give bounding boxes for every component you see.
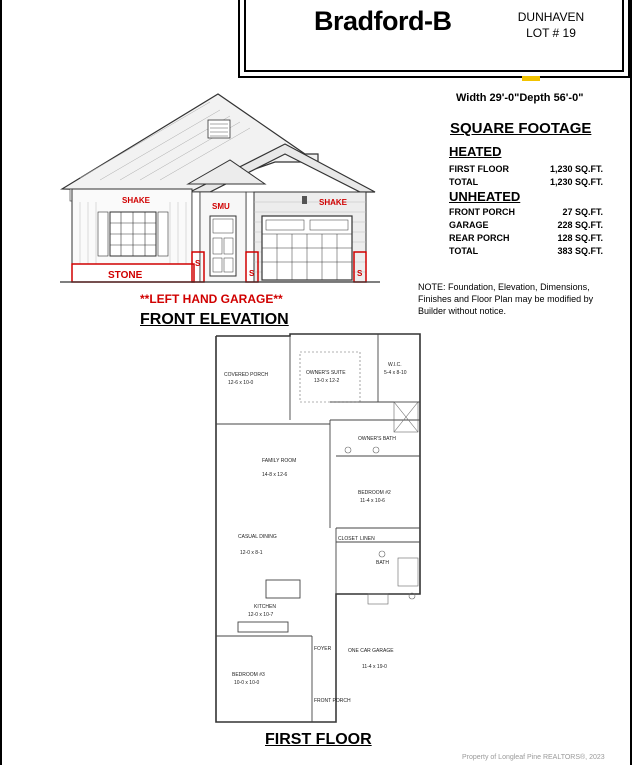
builder-note: NOTE: Foundation, Elevation, Dimensions, Finishes and Floor Plan may be modified by Builder without notice. bbox=[418, 282, 594, 316]
front-elevation-caption: FRONT ELEVATION bbox=[140, 311, 289, 328]
watermark: Property of Longleaf Pine REALTORS®, 2023 bbox=[462, 754, 605, 761]
title-block bbox=[238, 0, 630, 78]
room-owners-suite-dim: 13-0 x 12-2 bbox=[314, 378, 340, 384]
room-family-room: FAMILY ROOM bbox=[262, 458, 297, 464]
sqft-value: 1,230 SQ.FT. bbox=[549, 177, 603, 187]
room-covered-porch-dim: 12-6 x 10-0 bbox=[228, 380, 254, 386]
room-wic-dim: 5-4 x 8-10 bbox=[384, 370, 407, 376]
sqft-row bbox=[449, 246, 603, 256]
room-family-room-dim: 14-8 x 12-6 bbox=[262, 472, 288, 478]
plan-title: Bradford-B bbox=[314, 6, 452, 36]
room-covered-porch: COVERED PORCH bbox=[224, 372, 269, 378]
sqft-row bbox=[449, 220, 603, 230]
elevation-label-s: S bbox=[249, 269, 255, 278]
room-bedroom-2: BEDROOM #2 bbox=[358, 490, 391, 496]
room-owners-suite: OWNER'S SUITE bbox=[306, 370, 346, 376]
sqft-label: TOTAL bbox=[449, 177, 479, 187]
sqft-label: REAR PORCH bbox=[449, 233, 510, 243]
room-casual-dining-dim: 12-0 x 8-1 bbox=[240, 550, 263, 556]
room-bedroom-2-dim: 11-4 x 10-6 bbox=[360, 498, 385, 504]
elevation-label-smu: SMU bbox=[212, 202, 230, 211]
first-floor-caption: FIRST FLOOR bbox=[265, 731, 372, 748]
sqft-label: GARAGE bbox=[449, 220, 489, 230]
elevation-label-s: S bbox=[195, 259, 201, 268]
square-footage-title: SQUARE FOOTAGE bbox=[450, 120, 592, 137]
room-garage: ONE CAR GARAGE bbox=[348, 648, 394, 654]
room-garage-dim: 11-4 x 19-0 bbox=[362, 664, 387, 670]
sqft-row bbox=[449, 207, 603, 217]
sqft-row bbox=[449, 177, 603, 187]
elevation-label-shake-left: SHAKE bbox=[122, 196, 151, 205]
sqft-row bbox=[449, 233, 603, 243]
sqft-value: 1,230 SQ.FT. bbox=[549, 164, 603, 174]
sqft-value: 383 SQ.FT. bbox=[557, 246, 603, 256]
front-elevation-drawing bbox=[60, 92, 380, 292]
room-closet: CLOSET bbox=[338, 536, 359, 542]
room-bedroom-3-dim: 10-0 x 10-0 bbox=[234, 680, 260, 686]
room-owners-bath: OWNER'S BATH bbox=[358, 436, 396, 442]
sqft-label: FRONT PORCH bbox=[449, 207, 515, 217]
room-front-porch: FRONT PORCH bbox=[314, 698, 351, 704]
elevation-label-shake-right: SHAKE bbox=[319, 198, 348, 207]
room-linen: LINEN bbox=[360, 536, 375, 542]
room-foyer: FOYER bbox=[314, 646, 332, 652]
house-dimensions: Width 29'-0"Depth 56'-0" bbox=[456, 92, 584, 104]
yellow-marker bbox=[522, 76, 540, 81]
community-name: DUNHAVEN bbox=[517, 10, 585, 24]
sqft-row bbox=[449, 164, 603, 174]
floor-plan-drawing bbox=[212, 332, 424, 724]
elevation-label-stone: STONE bbox=[108, 270, 143, 281]
room-wic: W.I.C. bbox=[388, 362, 402, 368]
room-bedroom-3: BEDROOM #3 bbox=[232, 672, 265, 678]
room-kitchen-dim: 12-0 x 10-7 bbox=[248, 612, 274, 618]
unheated-heading: UNHEATED bbox=[449, 189, 521, 204]
sqft-value: 27 SQ.FT. bbox=[562, 207, 603, 217]
lot-number: LOT # 19 bbox=[526, 26, 576, 40]
room-kitchen: KITCHEN bbox=[254, 604, 276, 610]
sqft-value: 228 SQ.FT. bbox=[557, 220, 603, 230]
sqft-label: FIRST FLOOR bbox=[449, 164, 509, 174]
elevation-label-s: S bbox=[357, 269, 363, 278]
heated-heading: HEATED bbox=[449, 144, 502, 159]
left-hand-garage-note: **LEFT HAND GARAGE** bbox=[140, 292, 283, 306]
sqft-label: TOTAL bbox=[449, 246, 479, 256]
sqft-value: 128 SQ.FT. bbox=[557, 233, 603, 243]
room-bath: BATH bbox=[376, 560, 389, 566]
room-casual-dining: CASUAL DINING bbox=[238, 534, 277, 540]
